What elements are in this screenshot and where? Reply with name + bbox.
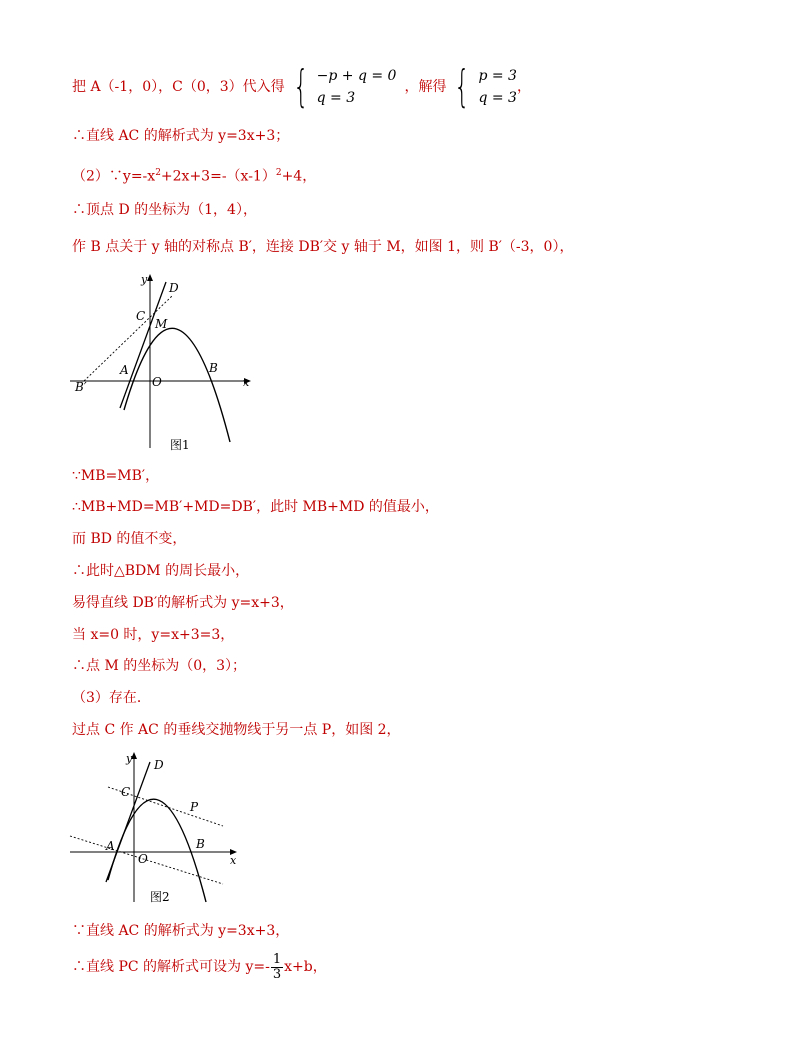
line-mb-equal: ∵MB=MB′， <box>72 468 160 484</box>
fig1-caption: 图1 <box>170 438 190 452</box>
fig1-label-c: C <box>136 309 146 323</box>
line-point-m: ∴点 M 的坐标为（0，3）； <box>72 658 247 674</box>
line-perimeter-min: ∴此时△BDM 的周长最小， <box>72 563 250 579</box>
fig2-label-d: D <box>154 758 164 772</box>
equation-system-2: { p = 3 q = 3 <box>454 61 517 112</box>
fig2-label-b: B <box>196 837 205 851</box>
system1-row1: −p + q = 0 <box>316 68 397 84</box>
line-substitution <box>72 61 531 112</box>
line-x-zero: 当 x=0 时，y=x+3=3， <box>72 627 235 643</box>
fig1-label-b: B <box>209 361 218 375</box>
figure-1 <box>68 270 258 455</box>
system2-row2: q = 3 <box>478 90 517 106</box>
fig2-label-a: A <box>106 839 115 853</box>
fig1-label-bprime: B′ <box>75 380 87 394</box>
figure-2 <box>68 750 243 910</box>
fig2-label-y: y <box>126 752 133 765</box>
fig1-label-o: O <box>152 375 162 389</box>
line-ac-equation-2: ∵直线 AC 的解析式为 y=3x+3， <box>72 923 290 939</box>
text-substitute: 把 A（-1，0），C（0，3）代入得 <box>72 79 285 95</box>
fig2-caption: 图2 <box>150 890 170 904</box>
fig1-label-d: D <box>169 281 179 295</box>
line-vertex-form: $(2)\because y=-x^2+2x+3=-(x-1)^2+4$， <box>72 168 317 185</box>
line-bd-constant: 而 BD 的值不变， <box>72 531 187 547</box>
text-comma: ， <box>516 79 531 95</box>
fig2-label-x: x <box>230 854 237 867</box>
line-perpendicular: 过点 C 作 AC 的垂线交抛物线于另一点 P，如图 2， <box>72 722 401 738</box>
text-solve: ，解得 <box>404 79 447 95</box>
fig1-label-x: x <box>243 376 250 389</box>
fig1-label-y: y <box>141 273 148 286</box>
fig1-label-a: A <box>120 363 129 377</box>
line-mb-md-min: ∴MB+MD=MB′+MD=DB′，此时 MB+MD 的值最小， <box>72 499 439 515</box>
system2-row1: p = 3 <box>478 68 517 84</box>
fraction-one-third: $\frac{1}{3}$ <box>272 951 282 982</box>
fig2-label-c: C <box>121 785 131 799</box>
line-part3: （3）存在． <box>72 690 151 706</box>
equation-system-1: { −p + q = 0 q = 3 <box>292 61 397 112</box>
fig2-label-o: O <box>138 852 148 866</box>
line-db-equation: 易得直线 DB′的解析式为 y=x+3， <box>72 595 294 611</box>
fig2-label-p: P <box>190 800 199 814</box>
line-reflection: 作 B 点关于 y 轴的对称点 B′，连接 DB′交 y 轴于 M，如图 1，则 B′（-3，0）， <box>72 239 574 255</box>
line-pc-equation: ∴直线 PC 的解析式可设为 y=- $\frac{1}{3}$ x+b， <box>72 951 327 982</box>
line-ac-equation: ∴直线 AC 的解析式为 y=3x+3； <box>72 128 290 144</box>
line-vertex-d: ∴顶点 D 的坐标为（1，4）， <box>72 202 257 218</box>
fig1-label-m: M <box>155 317 168 331</box>
system1-row2: q = 3 <box>316 90 356 106</box>
